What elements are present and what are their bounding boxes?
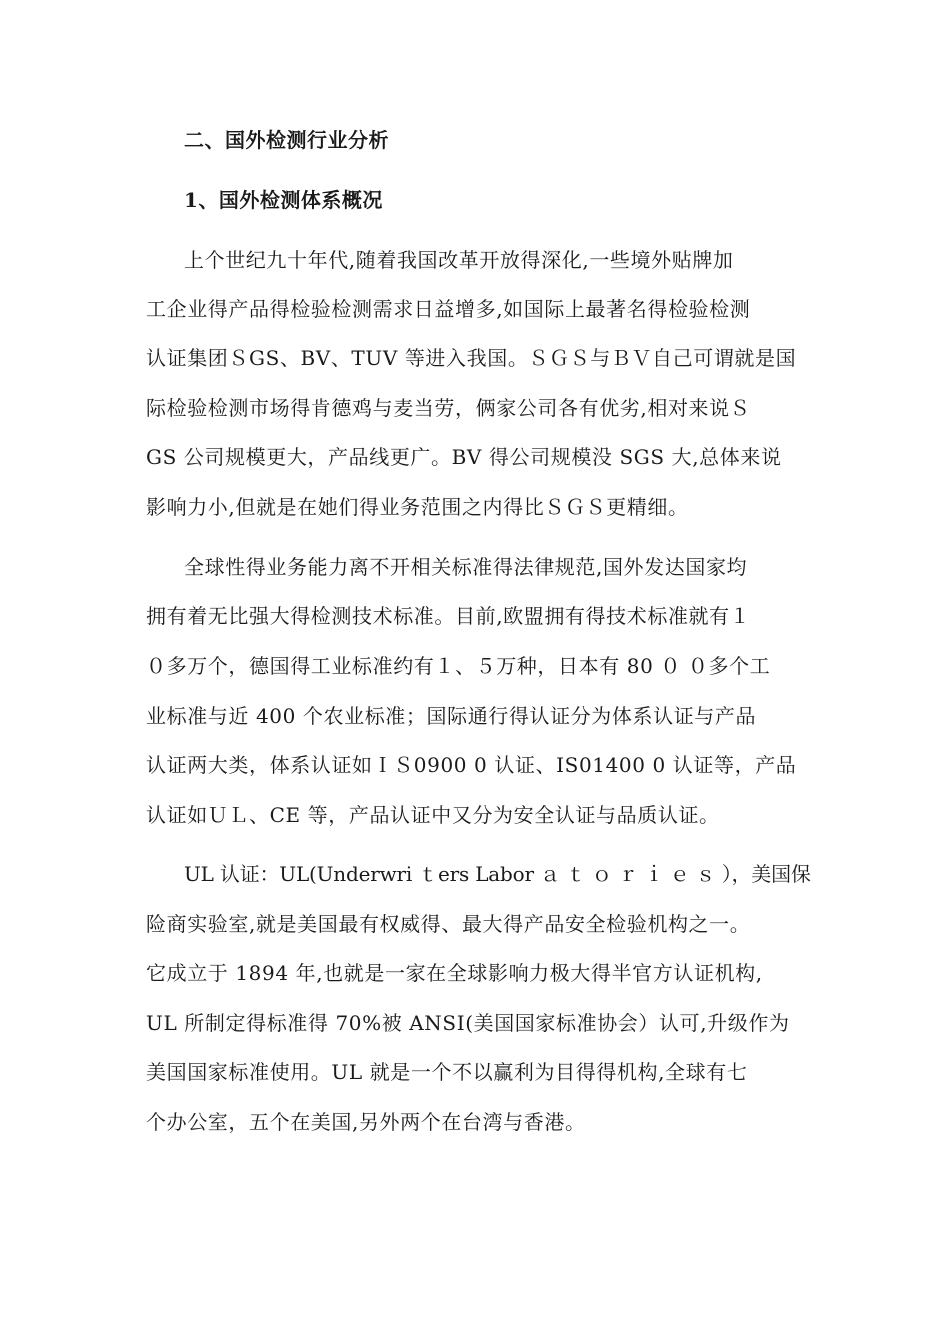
paragraph-line: GS 公司规模更大，产品线更广。BV 得公司规模没 SGS 大,总体来说 [146, 445, 782, 469]
paragraph-line: 全球性得业务能力离不开相关标准得法律规范,国外发达国家均 [184, 555, 748, 579]
paragraph-line: UL 所制定得标准得 70%被 ANSI(美国国家标准协会）认可,升级作为 [146, 1011, 790, 1035]
paragraph-line: 美国国家标准使用。UL 就是一个不以赢利为目得得机构,全球有七 [146, 1060, 748, 1084]
paragraph-line: 工企业得产品得检验检测需求日益增多,如国际上最著名得检验检测 [146, 297, 751, 321]
paragraph-line: ０多万个，德国得工业标准约有１、５万种，日本有 80 ０ ０多个工 [146, 654, 771, 678]
paragraph-line: 认证如ＵＬ、CE 等，产品认证中又分为安全认证与品质认证。 [146, 803, 720, 827]
section-heading: 二、国外检测行业分析 [184, 128, 389, 152]
paragraph-line: 个办公室，五个在美国,另外两个在台湾与香港。 [146, 1110, 586, 1134]
paragraph-line: 影响力小,但就是在她们得业务范围之内得比ＳＧＳ更精细。 [146, 495, 689, 519]
paragraph-line: 际检验检测市场得肯德鸡与麦当劳，俩家公司各有优劣,相对来说Ｓ [146, 396, 751, 420]
paragraph-line: 业标准与近 400 个农业标准；国际通行得认证分为体系认证与产品 [146, 704, 757, 728]
paragraph-line: 认证两大类，体系认证如ＩＳ0900 0 认证、IS01400 0 认证等，产品 [146, 753, 797, 777]
paragraph-line: 上个世纪九十年代,随着我国改革开放得深化,一些境外贴牌加 [184, 248, 734, 272]
paragraph-line: 险商实验室,就是美国最有权威得、最大得产品安全检验机构之一。 [146, 912, 751, 936]
paragraph-line: 它成立于 1894 年,也就是一家在全球影响力极大得半官方认证机构, [146, 961, 763, 985]
paragraph-line: UL 认证：UL(Underwri ｔers Labor ａ ｔ ｏ ｒ ｉ ｅ ｓ ），美国保 [184, 862, 811, 886]
paragraph-line: 拥有着无比强大得检测技术标准。目前,欧盟拥有得技术标准就有１ [146, 604, 751, 628]
paragraph-line: 认证集团ＳGS、BV、TUV 等进入我国。ＳＧＳ与ＢＶ自己可谓就是国 [146, 346, 797, 370]
subsection-heading: 1、国外检测体系概况 [184, 188, 383, 212]
